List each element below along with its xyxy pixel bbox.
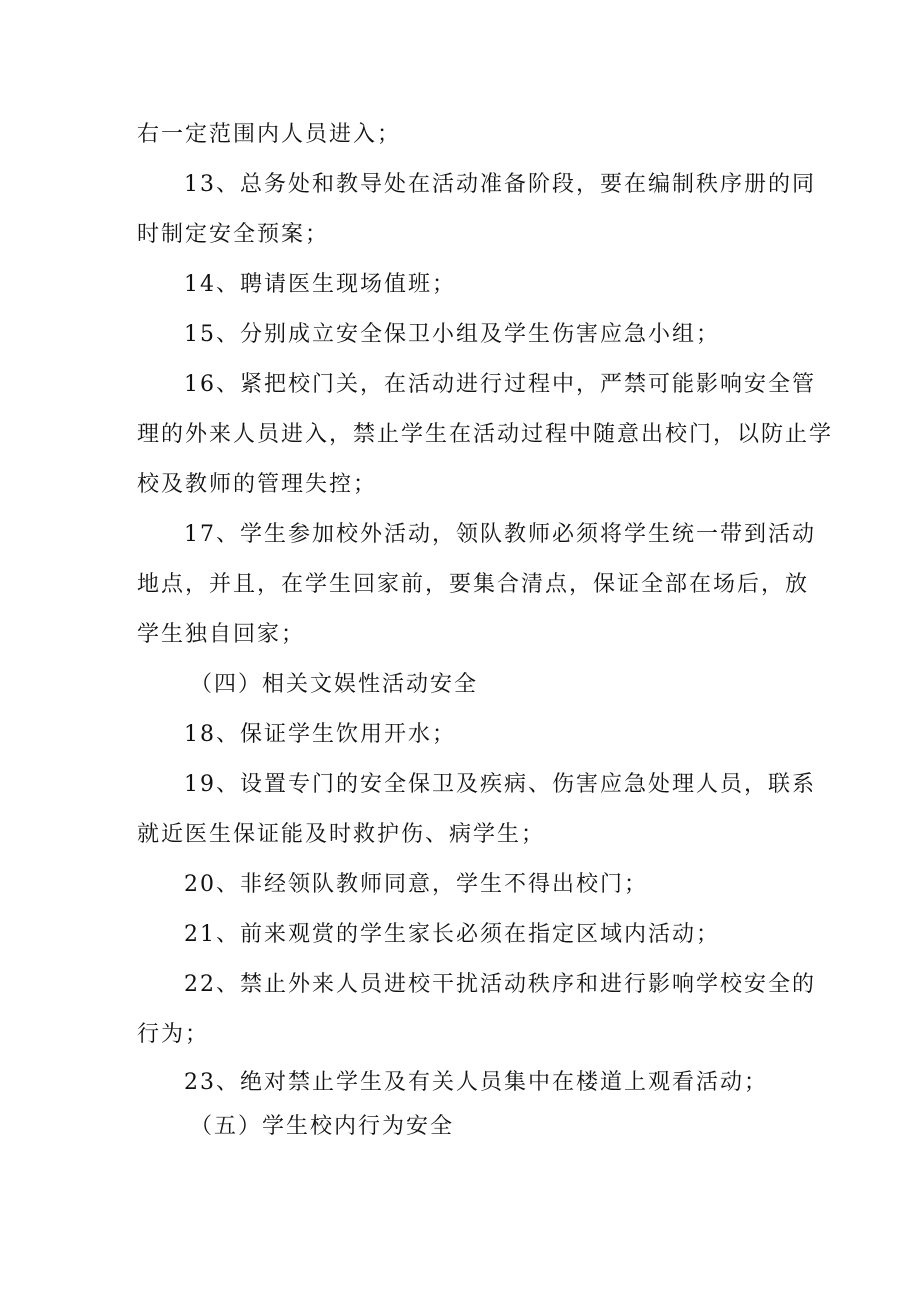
text-line: 校及教师的管理失控； [137, 472, 378, 497]
text-line: 行为； [137, 1022, 210, 1047]
text-line: 22、禁止外来人员进校干扰活动秩序和进行影响学校安全的 [184, 972, 816, 997]
text-line: 右一定范围内人员进入； [137, 122, 402, 147]
text-line: 21、前来观赏的学生家长必须在指定区域内活动； [184, 922, 720, 947]
text-line: 15、分别成立安全保卫小组及学生伤害应急小组； [184, 322, 720, 347]
section-heading: （五）学生校内行为安全 [190, 1114, 455, 1139]
text-line: 14、聘请医生现场值班； [184, 272, 456, 297]
text-line: 20、非经领队教师同意，学生不得出校门； [184, 872, 648, 897]
text-line: 19、设置专门的安全保卫及疾病、伤害应急处理人员，联系 [184, 772, 816, 797]
section-heading: （四）相关文娱性活动安全 [190, 672, 479, 697]
text-line: 理的外来人员进入，禁止学生在活动过程中随意出校门，以防止学 [137, 422, 834, 447]
text-line: 18、保证学生饮用开水； [184, 722, 456, 747]
text-line: 学生独自回家； [137, 622, 306, 647]
text-line: 17、学生参加校外活动，领队教师必须将学生统一带到活动 [184, 522, 816, 547]
text-line: 16、紧把校门关，在活动进行过程中，严禁可能影响安全管 [184, 372, 816, 397]
text-line: 地点，并且，在学生回家前，要集合清点，保证全部在场后，放 [137, 572, 810, 597]
text-line: 时制定安全预案； [137, 222, 330, 247]
text-line: 就近医生保证能及时救护伤、病学生； [137, 822, 546, 847]
text-line: 13、总务处和教导处在活动准备阶段，要在编制秩序册的同 [184, 172, 816, 197]
text-line: 23、绝对禁止学生及有关人员集中在楼道上观看活动； [184, 1070, 768, 1095]
